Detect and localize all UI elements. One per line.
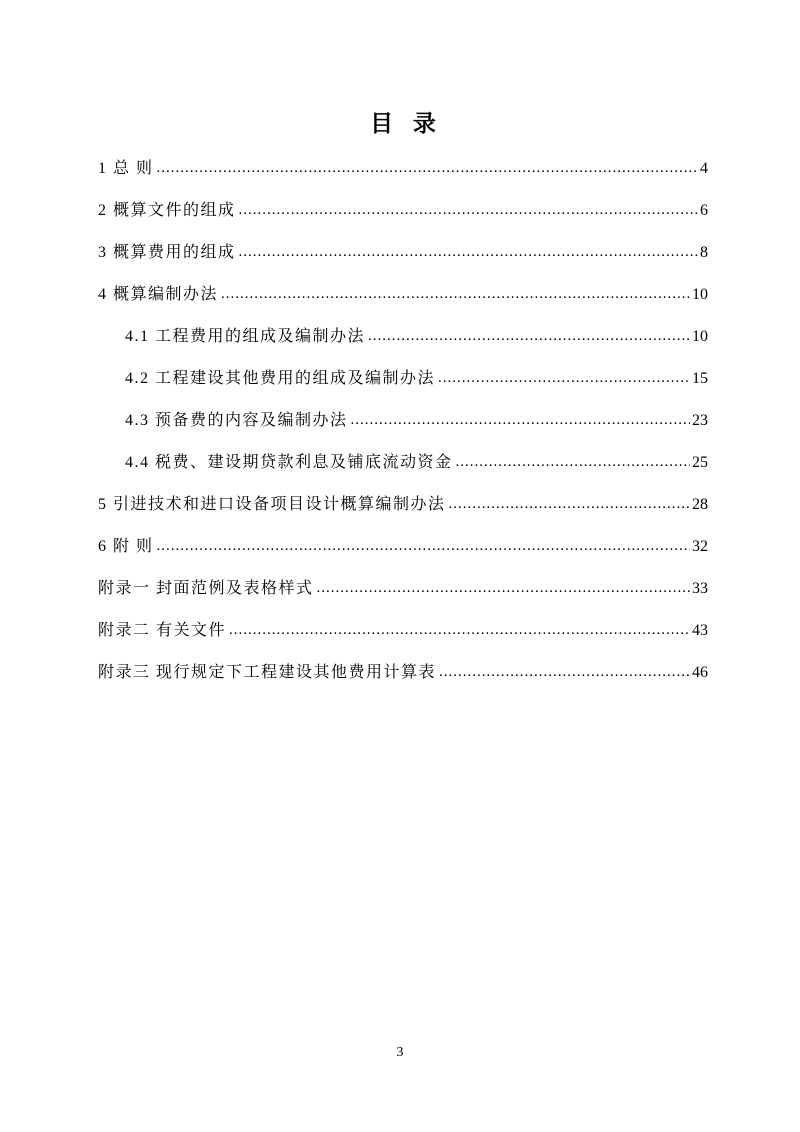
- toc-entry-page-number: 6: [700, 202, 708, 219]
- dot-leader: [449, 493, 690, 515]
- dot-leader: [439, 661, 690, 683]
- dot-leader: [456, 451, 690, 473]
- toc-entry[interactable]: [98, 578, 708, 600]
- toc-entry-page-number: 10: [692, 286, 708, 303]
- toc-entry-page-number: 10: [692, 328, 708, 345]
- toc-entry-label: 4.1 工程费用的组成及编制办法: [125, 328, 366, 345]
- toc-entry-label: 4.4 税费、建设期贷款利息及铺底流动资金: [125, 454, 453, 471]
- toc-entry[interactable]: [98, 368, 708, 390]
- toc-entry[interactable]: [98, 158, 708, 180]
- toc-entry-page-number: 25: [692, 454, 708, 471]
- toc-entry-page-number: 4: [700, 160, 708, 177]
- toc-entry-label: 附录一 封面范例及表格样式: [98, 580, 314, 597]
- toc-entry-label: 1 总 则: [98, 160, 154, 177]
- dot-leader: [157, 157, 698, 179]
- toc-entry[interactable]: [98, 242, 708, 264]
- toc-entry-page-number: 15: [692, 370, 708, 387]
- toc-entry-label: 4.2 工程建设其他费用的组成及编制办法: [125, 370, 436, 387]
- page-title: 目 录: [370, 111, 443, 136]
- toc-entry-label: 附录二 有关文件: [98, 622, 227, 639]
- toc-entry[interactable]: [98, 536, 708, 558]
- page-footer: [0, 1044, 800, 1062]
- toc-entry-page-number: 8: [700, 244, 708, 261]
- toc-entry-label: 2 概算文件的组成: [98, 202, 236, 219]
- toc-entry-label: 5 引进技术和进口设备项目设计概算编制办法: [98, 496, 446, 513]
- dot-leader: [239, 199, 698, 221]
- toc-entry[interactable]: [98, 284, 708, 306]
- dot-leader: [368, 325, 690, 347]
- dot-leader: [317, 577, 690, 599]
- toc-entry[interactable]: [98, 494, 708, 516]
- dot-leader: [239, 241, 698, 263]
- dot-leader: [221, 283, 690, 305]
- toc-entry-label: 3 概算费用的组成: [98, 244, 236, 261]
- toc-entry[interactable]: [98, 452, 708, 474]
- toc-entry-page-number: 28: [692, 496, 708, 513]
- toc-entry[interactable]: [98, 326, 708, 348]
- toc-entry[interactable]: [98, 620, 708, 642]
- toc-entry-page-number: 23: [692, 412, 708, 429]
- toc-entry-page-number: 33: [692, 580, 708, 597]
- dot-leader: [438, 367, 690, 389]
- toc-entry[interactable]: [98, 662, 708, 684]
- toc-entry[interactable]: [98, 410, 708, 432]
- toc-entry-page-number: 32: [692, 538, 708, 555]
- toc-entry-page-number: 43: [692, 622, 708, 639]
- toc-entry-label: 附录三 现行规定下工程建设其他费用计算表: [98, 664, 437, 681]
- toc-entry-label: 4.3 预备费的内容及编制办法: [125, 412, 348, 429]
- toc-entry-label: 4 概算编制办法: [98, 286, 219, 303]
- dot-leader: [351, 409, 690, 431]
- dot-leader: [157, 535, 690, 557]
- toc-entry-page-number: 46: [692, 664, 708, 681]
- toc-entry-label: 6 附 则: [98, 538, 154, 555]
- toc-entry[interactable]: [98, 200, 708, 222]
- page-number: 3: [396, 1045, 404, 1060]
- dot-leader: [229, 619, 690, 641]
- table-of-contents: [98, 158, 708, 684]
